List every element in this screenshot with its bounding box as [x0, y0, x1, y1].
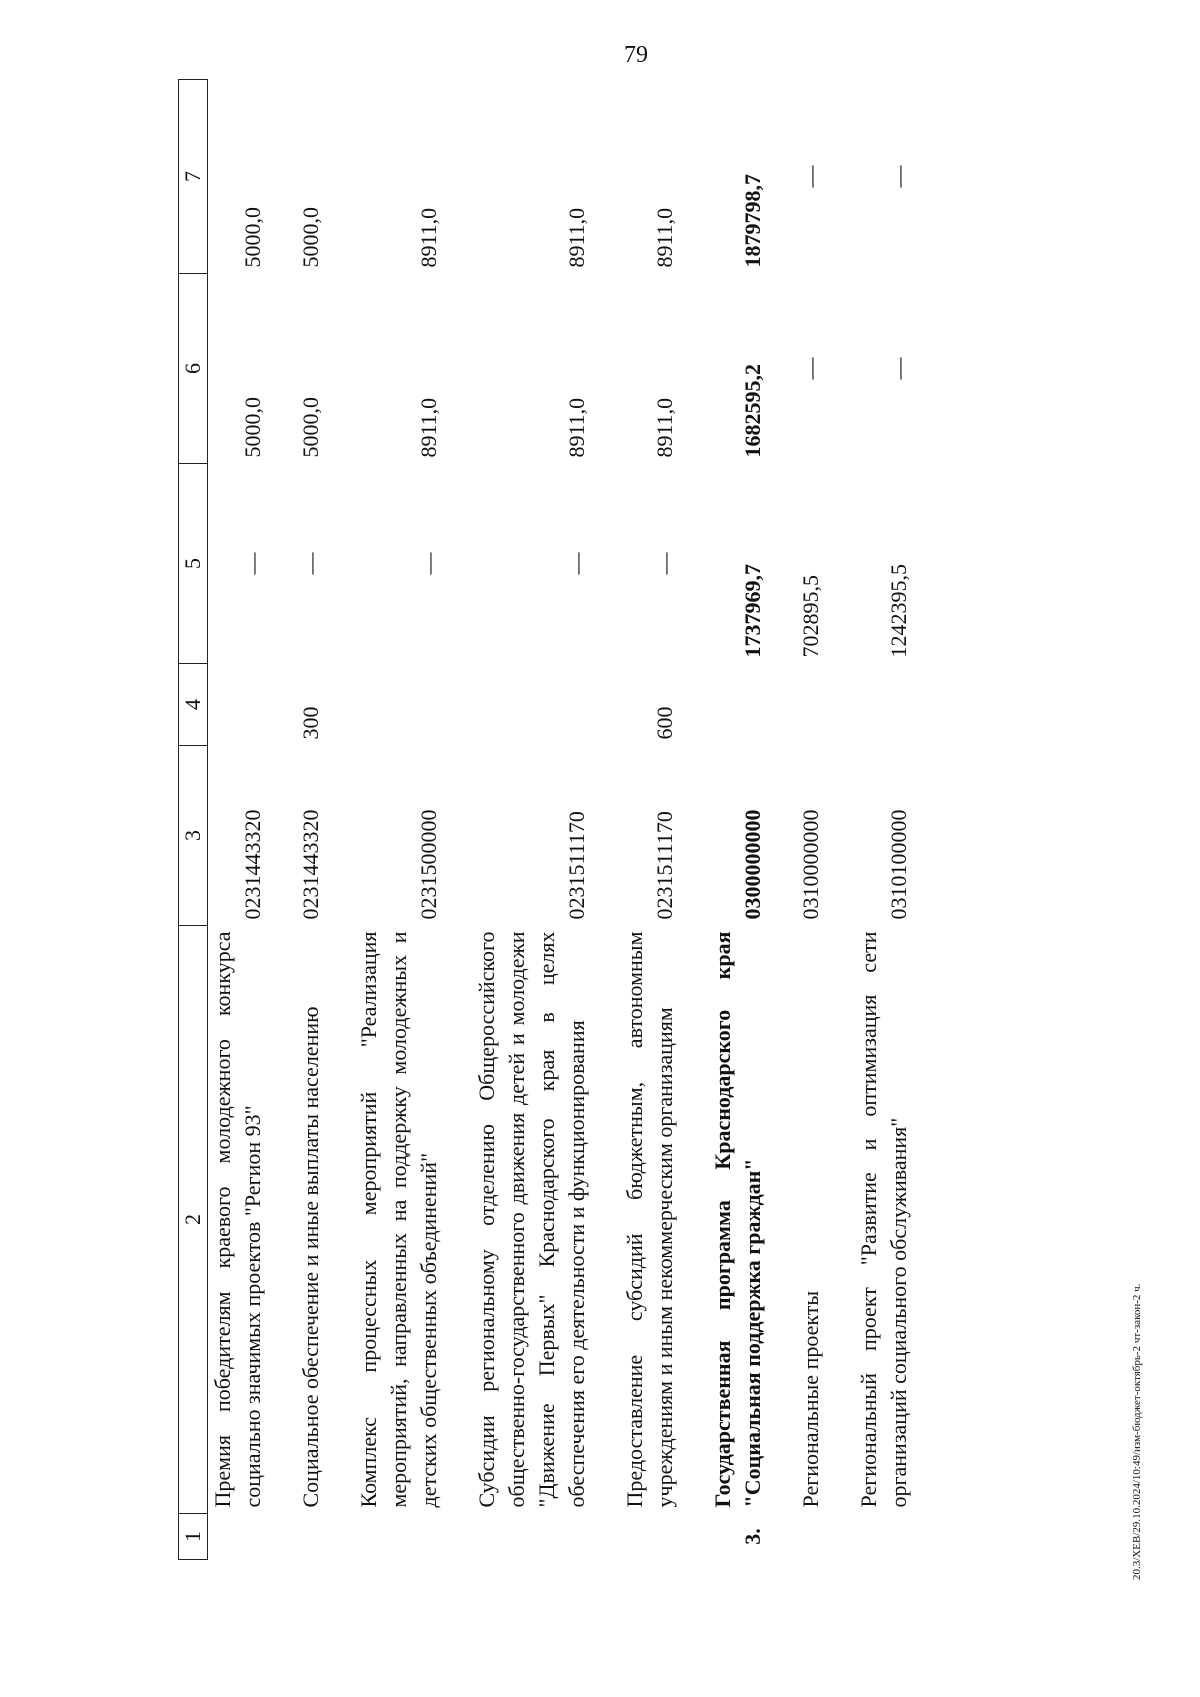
- table-row: [354, 80, 444, 1560]
- table-row: [854, 80, 914, 1560]
- row-index: [354, 1514, 444, 1560]
- row-name: Региональный проект "Развитие и оптимизация сети организаций социального обслуживания": [856, 931, 911, 1508]
- row-name: Комплекс процессных мероприятий "Реализация мероприятий, направленных на поддержку молодежных и детских общественных объединений": [356, 931, 441, 1508]
- header-col-5: 5: [179, 464, 208, 664]
- header-col-3: 3: [179, 746, 208, 926]
- table-row: [620, 80, 680, 1560]
- row-value-5: 1737969,7: [740, 564, 765, 658]
- row-value-7: 5000,0: [298, 207, 323, 268]
- row-type: 600: [652, 706, 677, 740]
- table-header-row: [179, 80, 208, 1560]
- row-value-6: 8911,0: [416, 397, 441, 458]
- budget-table-container: [178, 80, 1018, 1560]
- row-index: [854, 1514, 914, 1560]
- row-type: [708, 664, 768, 746]
- row-value-6: —: [886, 357, 911, 380]
- row-type: [208, 664, 269, 746]
- row-name: Субсидии региональному отделению Общероссийского общественно-государственного движения детей и молодежи "Движение Первых" Краснодарского края в целях обеспечения его деятельности и функционирования: [474, 931, 589, 1508]
- row-value-6: 8911,0: [652, 397, 677, 458]
- row-type: [796, 664, 826, 746]
- table-row: [708, 80, 768, 1560]
- row-type: 300: [298, 706, 323, 740]
- row-type: [472, 664, 592, 746]
- header-col-4: 4: [179, 664, 208, 746]
- row-type: [354, 664, 444, 746]
- row-value-5: 1242395,5: [886, 564, 911, 658]
- document-footer-code: 20.3/XEB/29.10.2024/10:49/изм-бюджет-октябрь-2 чт-закон-2 ч.: [1131, 1283, 1143, 1580]
- row-index: [472, 1514, 592, 1560]
- row-value-6: 5000,0: [298, 397, 323, 458]
- header-col-1: 1: [179, 1514, 208, 1560]
- row-index: [208, 1514, 269, 1560]
- row-code: 0231511170: [564, 811, 589, 920]
- row-value-6: 5000,0: [240, 397, 265, 458]
- row-value-7: 8911,0: [652, 207, 677, 268]
- row-value-5: —: [416, 552, 441, 575]
- row-value-7: 8911,0: [564, 207, 589, 268]
- row-value-5: —: [652, 552, 677, 575]
- row-name: Премия победителям краевого молодежного конкурса социально значимых проектов "Регион 93": [210, 931, 265, 1508]
- row-code: 0231511170: [652, 811, 677, 920]
- row-value-5: 702895,5: [798, 575, 823, 658]
- budget-table: [178, 79, 914, 1560]
- row-value-7: 5000,0: [240, 207, 265, 268]
- row-code: 0231500000: [416, 809, 441, 920]
- row-index: [796, 1514, 826, 1560]
- row-value-7: —: [886, 165, 911, 188]
- row-name: Социальное обеспечение и иные выплаты населению: [298, 1006, 323, 1508]
- row-code: 0300000000: [740, 809, 765, 920]
- row-value-5: —: [240, 552, 265, 575]
- row-value-5: —: [298, 552, 323, 575]
- row-value-6: 1682595,2: [740, 364, 765, 458]
- row-value-6: 8911,0: [564, 397, 589, 458]
- row-code: 0310000000: [798, 809, 823, 920]
- row-index: [620, 1514, 680, 1560]
- header-col-7: 7: [179, 80, 208, 274]
- row-value-5: —: [564, 552, 589, 575]
- row-code: 0231443320: [298, 809, 323, 920]
- row-name: Предоставление субсидий бюджетным, автономным учреждениям и иным некоммерческим организациям: [622, 931, 677, 1508]
- row-value-7: —: [798, 165, 823, 188]
- row-type: [854, 664, 914, 746]
- row-name: Государственная программа Краснодарского края "Социальная поддержка граждан": [710, 931, 765, 1508]
- header-col-2: 2: [179, 926, 208, 1514]
- row-code: 0231443320: [240, 809, 265, 920]
- table-row: [472, 80, 592, 1560]
- row-name: Региональные проекты: [798, 1290, 823, 1508]
- table-row: [208, 80, 269, 1560]
- table-row: [796, 80, 826, 1560]
- row-code: 0310100000: [886, 809, 911, 920]
- row-index: [296, 1514, 326, 1560]
- row-value-7: 1879798,7: [740, 174, 765, 268]
- row-value-6: —: [798, 357, 823, 380]
- table-row: [296, 80, 326, 1560]
- row-index: 3.: [740, 1528, 765, 1545]
- row-value-7: 8911,0: [416, 207, 441, 268]
- page-number: 79: [624, 42, 648, 68]
- header-col-6: 6: [179, 274, 208, 464]
